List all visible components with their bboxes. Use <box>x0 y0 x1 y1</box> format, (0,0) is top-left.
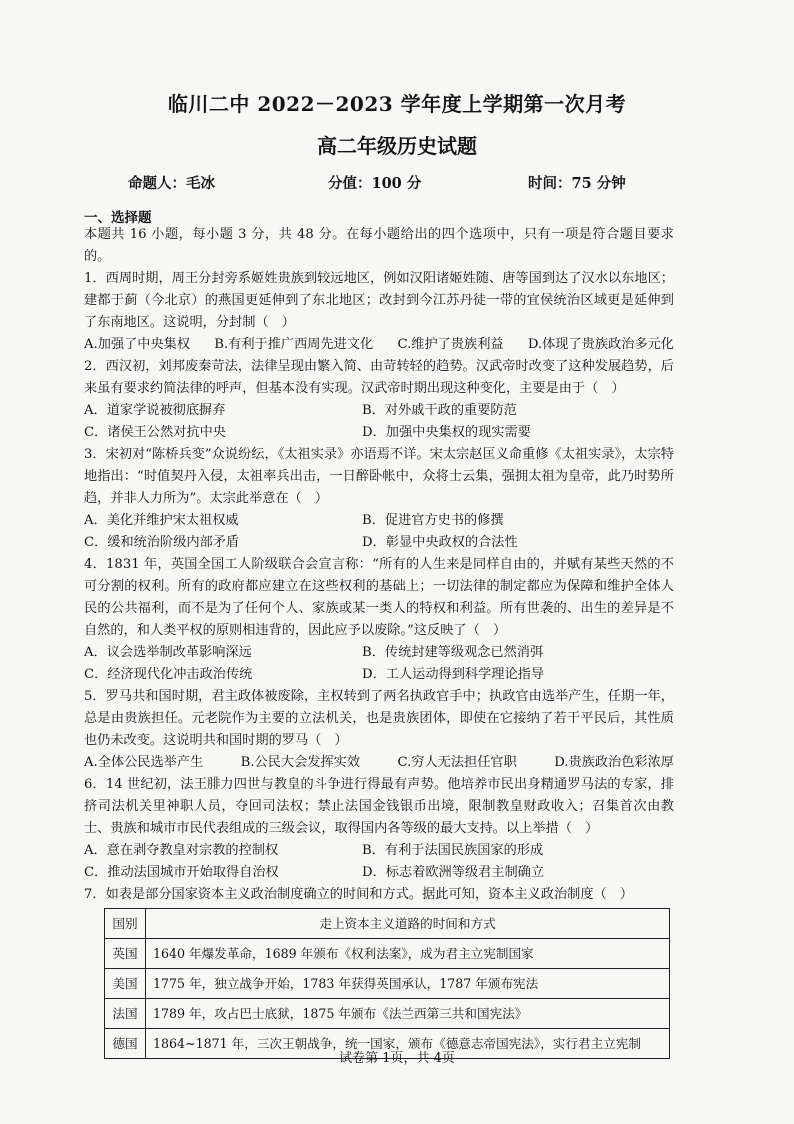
option-b: B.有利于推广西周先进文化 <box>214 337 374 352</box>
time-label: 时间：75 分钟 <box>528 175 626 192</box>
table-cell-country: 美国 <box>105 969 146 999</box>
option-d: D.贵族政治色彩浓厚 <box>554 755 674 770</box>
table-header: 走上资本主义道路的时间和方式 <box>146 909 670 939</box>
question-stem: 2．西汉初，刘邦废秦苛法，法律呈现由繁入简、由苛转轻的趋势。汉武帝时改变了这种发展趋势，后来虽有要求约简法律的呼声，但基本没有实现。汉武帝时期出现这种变化，主要是由于（ ） <box>84 359 674 396</box>
question-options <box>84 400 674 444</box>
section-heading: 一、选择题 <box>84 210 152 226</box>
option-b: B.公民大会发挥实效 <box>240 755 361 770</box>
table-header: 国别 <box>105 909 146 939</box>
option-d: D．工人运动得到科学理论指导 <box>362 667 545 682</box>
table-cell-country: 德国 <box>105 1029 146 1059</box>
option-c: C．经济现代化冲击政治传统 <box>84 667 253 682</box>
question-stem: 4．1831 年，英国全国工人阶级联合会宣言称：“所有的人生来是同样自由的，并赋有某些天然的不可分割的权利。所有的政府都应建立在这些权利的基础上；一切法律的制定都应为保障和维护全体人民的公共福利，而不是为了任何个人、家族或某一类人的特权和利益。所有世袭的、出生的差异是不自然的，和人类平权的原则相违背的，因此应予以废除。”这反映了（ ） <box>84 557 674 638</box>
table-row <box>105 939 670 969</box>
option-c: C.维护了贵族利益 <box>397 337 504 352</box>
table-cell-country: 法国 <box>105 999 146 1029</box>
question-options <box>84 510 674 554</box>
exam-meta <box>128 172 688 194</box>
question-options <box>84 840 674 884</box>
questions-area <box>84 224 674 1059</box>
option-a: A．意在剥夺教皇对宗教的控制权 <box>84 843 279 858</box>
table-cell-detail: 1864~1871 年，三次王朝战争，统一国家，颁布《德意志帝国宪法》，实行君主立宪制 <box>146 1029 670 1059</box>
option-d: D．彰显中央政权的合法性 <box>362 535 518 550</box>
capitalism-table <box>104 908 670 1059</box>
question-stem: 6．14 世纪初，法王腓力四世与教皇的斗争进行得最有声势。他培养市民出身精通罗马法的专家，排挤司法机关里神职人员，夺回司法权；禁止法国金钱银币出境，限制教皇财政收入；召集首次由教士、贵族和城市市民代表组成的三级会议，取得国内各等级的最大支持。以上举措（ ） <box>84 777 674 836</box>
section-instruction: 本题共 16 小题，每小题 3 分，共 48 分。在每小题给出的四个选项中，只有一项是符合题目要求的。 <box>84 227 674 264</box>
option-c: C．缓和统治阶级内部矛盾 <box>84 535 240 550</box>
option-d: D.体现了贵族政治多元化 <box>527 337 674 352</box>
option-d: D．加强中央集权的现实需要 <box>362 425 531 440</box>
table-cell-detail: 1640 年爆发革命，1689 年颁布《权利法案》，成为君主立宪制国家 <box>146 939 670 969</box>
exam-subtitle: 高二年级历史试题 <box>317 134 477 158</box>
question-options <box>84 334 674 356</box>
table-cell-detail: 1789 年，攻占巴士底狱，1875 年颁布《法兰西第三共和国宪法》 <box>146 999 670 1029</box>
option-b: B．对外戚干政的重要防范 <box>362 403 517 418</box>
option-a: A．美化并维护宋太祖权威 <box>84 513 239 528</box>
question-stem: 7．如表是部分国家资本主义政治制度确立的时间和方式。据此可知，资本主义政治制度（ ） <box>84 887 634 902</box>
option-c: C．推动法国城市开始取得自治权 <box>84 865 279 880</box>
option-c: C.穷人无法担任官职 <box>397 755 517 770</box>
table-row <box>105 969 670 999</box>
option-b: B．有利于法国民族国家的形成 <box>362 843 544 858</box>
question-options <box>84 642 674 686</box>
exam-title: 临川二中 2022－2023 学年度上学期第一次月考 <box>167 92 627 116</box>
question-stem: 5．罗马共和国时期，君主政体被废除，主权转到了两名执政官手中；执政官由选举产生，任期一年，总是由贵族担任。元老院作为主要的立法机关，也是贵族团体，即使在它接纳了若干平民后，其性质也仍未改变。这说明共和国时期的罗马（ ） <box>84 689 674 748</box>
option-a: A．议会选举制改革影响深远 <box>84 645 252 660</box>
option-a: A.全体公民选举产生 <box>84 755 204 770</box>
option-b: B．传统封建等级观念已然消弭 <box>362 645 544 660</box>
author-label: 命题人：毛冰 <box>128 175 215 192</box>
question-stem: 3．宋初对“陈桥兵变”众说纷纭，《太祖实录》亦语焉不详。宋太宗赵匡义命重修《太祖实录》，太宗特地指出：“时值契丹入侵，太祖率兵出击，一日醉卧帐中，众将士云集，强拥太祖为皇帝，此乃时势所趋，并非人力所为”。太宗此举意在（ ） <box>84 447 674 506</box>
option-c: C．诸侯王公然对抗中央 <box>84 425 226 440</box>
question-stem: 1．西周时期，周王分封旁系姬姓贵族到较远地区，例如汉阳诸姬姓随、唐等国到达了汉水以东地区；建都于蓟（今北京）的燕国更延伸到了东北地区；改封到今江苏丹徒一带的宜侯统治区域更是延伸到了东南地区。这说明，分封制（ ） <box>84 271 674 330</box>
table-cell-detail: 1775 年，独立战争开始，1783 年获得英国承认，1787 年颁布宪法 <box>146 969 670 999</box>
option-d: D．标志着欧洲等级君主制确立 <box>362 865 545 880</box>
table-header-row <box>105 909 670 939</box>
option-a: A.加强了中央集权 <box>84 337 191 352</box>
capitalism-table-wrap <box>84 908 674 1059</box>
page-footer: 试卷第 1页，共 4页 <box>339 1051 455 1066</box>
table-row <box>105 999 670 1029</box>
question-options <box>84 752 674 774</box>
option-b: B．促进官方史书的修撰 <box>362 513 504 528</box>
table-cell-country: 英国 <box>105 939 146 969</box>
option-a: A．道家学说被彻底摒弃 <box>84 403 226 418</box>
score-label: 分值：100 分 <box>328 175 422 192</box>
